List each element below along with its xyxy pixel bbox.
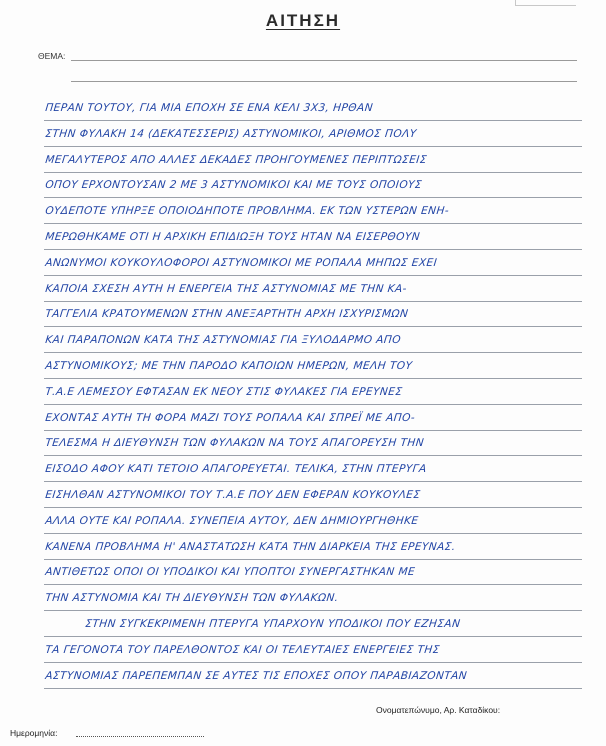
handwritten-text: ΕΙΣΗΛΘΑΝ ΑΣΤΥΝΟΜΙΚΟΙ ΤΟΥ Τ.Α.Ε ΠΟΥ ΔΕΝ ΕΦΕΡΑΝ ΚΟΥΚΟΥΛΕΣ [44,489,422,501]
handwritten-line [44,509,582,534]
handwritten-line [44,612,582,637]
handwritten-text: ΚΑΙ ΠΑΡΑΠΟΝΩΝ ΚΑΤΑ ΤΗΣ ΑΣΤΥΝΟΜΙΑΣ ΓΙΑ ΞΥΛΟΔΑΡΜΟ ΑΠΟ [44,334,402,347]
handwritten-line [44,96,582,121]
page-title: ΑΙΤΗΣΗ [265,11,341,30]
handwritten-text: ΑΝΤΙΘΕΤΩΣ ΟΠΟΙ ΟΙ ΥΠΟΔΙΚΟΙ ΚΑΙ ΥΠΟΠΤΟΙ ΣΥΝΕΡΓΑΣΤΗΚΑΝ ΜΕ [44,566,416,579]
handwritten-line [44,483,582,508]
handwritten-line [44,302,582,327]
date-label: Ημερομηνία: [10,728,58,738]
handwritten-text: ΑΣΤΥΝΟΜΙΚΟΥΣ; ΜΕ ΤΗΝ ΠΑΡΟΔΟ ΚΑΠΟΙΩΝ ΗΜΕΡΩΝ, ΜΕΛΗ ΤΟΥ [44,360,413,372]
handwritten-text: Τ.Α.Ε ΛΕΜΕΣΟΥ ΕΦΤΑΣΑΝ ΕΚ ΝΕΟΥ ΣΤΙΣ ΦΥΛΑΚΕΣ ΓΙΑ ΕΡΕΥΝΕΣ [44,385,404,398]
handwritten-text: ΤΕΛΕΣΜΑ Η ΔΙΕΥΘΥΝΣΗ ΤΩΝ ΦΥΛΑΚΩΝ ΝΑ ΤΟΥΣ ΑΠΑΓΟΡΕΥΣΗ ΤΗΝ [44,437,425,450]
handwritten-text: ΤΑΓΓΕΛΙΑ ΚΡΑΤΟΥΜΕΝΩΝ ΣΤΗΝ ΑΝΕΞΑΡΤΗΤΗ ΑΡΧΗ ΙΣΧΥΡΙΣΜΩΝ [44,308,409,321]
corner-stamp-box [515,0,576,6]
handwritten-line [44,173,582,198]
subject-line [71,81,577,82]
handwritten-text: ΠΕΡΑΝ ΤΟΥΤΟΥ, ΓΙΑ ΜΙΑ ΕΠΟΧΗ ΣΕ ΕΝΑ ΚΕΛΙ 3Χ3, ΗΡΘΑΝ [44,102,374,114]
handwritten-text: ΤΗΝ ΑΣΤΥΝΟΜΙΑ ΚΑΙ ΤΗ ΔΙΕΥΘΥΝΣΗ ΤΩΝ ΦΥΛΑΚΩΝ. [44,592,340,605]
handwritten-line [44,277,582,302]
handwritten-text: ΕΙΣΟΔΟ ΑΦΟΥ ΚΑΤΙ ΤΕΤΟΙΟ ΑΠΑΓΟΡΕΥΕΤΑΙ. ΤΕΛΙΚΑ, ΣΤΗΝ ΠΤΕΡΥΓΑ [44,463,428,476]
handwritten-line [44,225,582,250]
handwritten-line [44,380,582,405]
signature-label: Ονοματεπώνυμο, Αρ. Καταδίκου: [376,705,501,715]
handwritten-line [44,328,582,353]
handwritten-line [44,406,582,431]
handwritten-text: ΣΤΗΝ ΦΥΛΑΚΗ 14 (ΔΕΚΑΤΕΣΣΕΡΙΣ) ΑΣΤΥΝΟΜΙΚΟΙ, ΑΡΙΘΜΟΣ ΠΟΛΥ [44,127,418,140]
handwritten-text: ΑΝΩΝΥΜΟΙ ΚΟΥΚΟΥΛΟΦΟΡΟΙ ΑΣΤΥΝΟΜΙΚΟΙ ΜΕ ΡΟΠΑΛΑ ΜΗΠΩΣ ΕΧΕΙ [44,256,438,269]
handwritten-line [44,535,582,560]
handwritten-text: ΟΥΔΕΠΟΤΕ ΥΠΗΡΞΕ ΟΠΟΙΟΔΗΠΟΤΕ ΠΡΟΒΛΗΜΑ. ΕΚ ΤΩΝ ΥΣΤΕΡΩΝ ΕΝΗ- [44,205,450,218]
handwritten-text: ΣΤΗΝ ΣΥΓΚΕΚΡΙΜΕΝΗ ΠΤΕΡΥΓΑ ΥΠΑΡΧΟΥΝ ΥΠΟΔΙΚΟΙ ΠΟΥ ΕΖΗΣΑΝ [84,618,461,630]
handwritten-line [44,431,582,456]
handwritten-text: ΜΕΓΑΛΥΤΕΡΟΣ ΑΠΟ ΑΛΛΕΣ ΔΕΚΑΔΕΣ ΠΡΟΗΓΟΥΜΕΝΕΣ ΠΕΡΙΠΤΩΣΕΙΣ [44,153,428,166]
handwritten-line [44,148,582,173]
handwritten-line [44,664,582,689]
subject-label: ΘΕΜΑ: [38,51,66,61]
handwritten-line [44,457,582,482]
subject-line [71,60,577,61]
handwritten-text: ΚΑΠΟΙΑ ΣΧΕΣΗ ΑΥΤΗ Η ΕΝΕΡΓΕΙΑ ΤΗΣ ΑΣΤΥΝΟΜΙΑΣ ΜΕ ΤΗΝ ΚΑ- [44,282,408,295]
handwritten-text: ΜΕΡΩΘΗΚΑΜΕ ΟΤΙ Η ΑΡΧΙΚΗ ΕΠΙΔΙΩΞΗ ΤΟΥΣ ΗΤΑΝ ΝΑ ΕΙΣΕΡΘΟΥΝ [44,231,421,243]
handwritten-text: ΑΣΤΥΝΟΜΙΑΣ ΠΑΡΕΠΕΜΠΑΝ ΣΕ ΑΥΤΕΣ ΤΙΣ ΕΠΟΧΕΣ ΟΠΟΥ ΠΑΡΑΒΙΑΖΟΝΤΑΝ [44,669,468,682]
handwritten-line [44,122,582,147]
handwritten-line [44,586,582,611]
date-dotted-line [76,736,204,737]
handwritten-text: ΕΧΟΝΤΑΣ ΑΥΤΗ ΤΗ ΦΟΡΑ ΜΑΖΙ ΤΟΥΣ ΡΟΠΑΛΑ ΚΑΙ ΣΠΡΕΪ ΜΕ ΑΠΟ- [44,411,416,424]
handwritten-line [44,251,582,276]
handwritten-text: ΟΠΟΥ ΕΡΧΟΝΤΟΥΣΑΝ 2 ΜΕ 3 ΑΣΤΥΝΟΜΙΚΟΙ ΚΑΙ ΜΕ ΤΟΥΣ ΟΠΟΙΟΥΣ [44,179,423,192]
handwritten-line [44,354,582,379]
handwritten-line [44,638,582,663]
handwritten-line [44,560,582,585]
handwritten-text: ΤΑ ΓΕΓΟΝΟΤΑ ΤΟΥ ΠΑΡΕΛΘΟΝΤΟΣ ΚΑΙ ΟΙ ΤΕΛΕΥΤΑΙΕΣ ΕΝΕΡΓΕΙΕΣ ΤΗΣ [44,643,441,656]
handwritten-text: ΚΑΝΕΝΑ ΠΡΟΒΛΗΜΑ Η' ΑΝΑΣΤΑΤΩΣΗ ΚΑΤΑ ΤΗΝ ΔΙΑΡΚΕΙΑ ΤΗΣ ΕΡΕΥΝΑΣ. [44,540,457,553]
handwritten-line [44,199,582,224]
handwritten-text: ΑΛΛΑ ΟΥΤΕ ΚΑΙ ΡΟΠΑΛΑ. ΣΥΝΕΠΕΙΑ ΑΥΤΟΥ, ΔΕΝ ΔΗΜΙΟΥΡΓΗΘΗΚΕ [44,514,420,527]
